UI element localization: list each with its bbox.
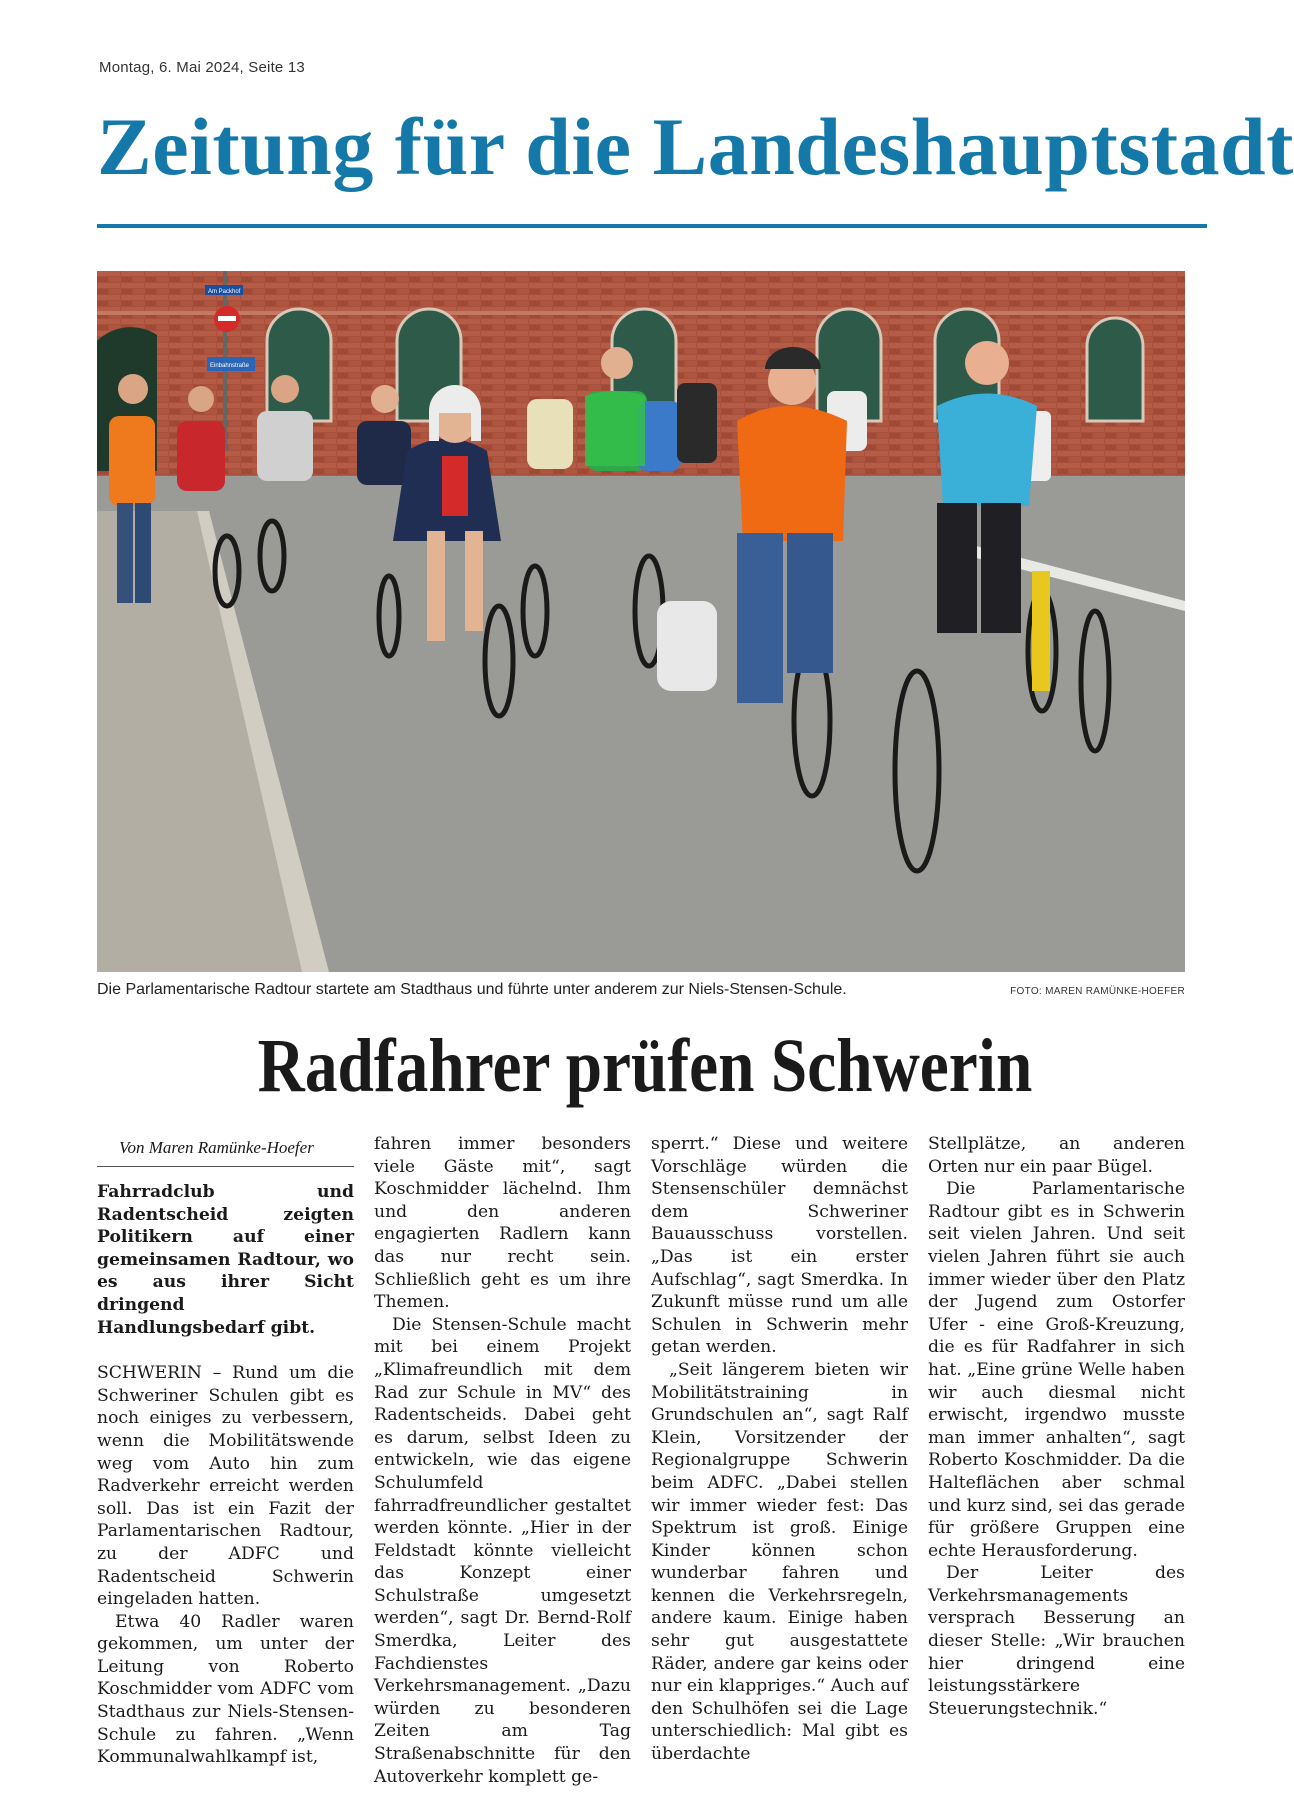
article-column-3 xyxy=(651,1133,908,1773)
article-column-4 xyxy=(928,1133,1185,1773)
article-column-1 xyxy=(97,1133,354,1773)
article-headline: Radfahrer prüfen Schwerin xyxy=(257,1024,1033,1108)
oneway-sign: Einbahnstraße xyxy=(210,363,250,369)
byline: Von Maren Ramünke-Hoefer xyxy=(97,1133,354,1167)
paragraph: SCHWERIN – Rund um die Schweriner Schulen gibt es noch einiges zu verbessern, wenn die Mobilitätswende weg vom Auto hin zum Radverkehr erreicht werden soll. Das ist ein Fazit der Parlamentarischen Radtour, zu der ADFC und Radentscheid Schwerin eingeladen hatten. xyxy=(97,1363,354,1610)
article-column-2 xyxy=(374,1133,631,1787)
article-photo xyxy=(97,271,1185,972)
article-body xyxy=(97,1133,1187,1787)
photo-caption: Die Parlamentarische Radtour startete am Stadthaus und führte unter anderem zur Niels-Stensen-Schule. xyxy=(97,981,847,998)
paragraph: Etwa 40 Radler waren gekommen, um unter der Leitung von Roberto Koschmidder vom ADFC vom Stadthaus zur Niels-Stensen-Schule zu fahren. „Wenn Kommunalwahlkampf ist, xyxy=(97,1611,354,1768)
paragraph: Die Stensen-Schule macht mit bei einem Projekt „Klimafreundlich mit dem Rad zur Schule in MV“ des Radentscheids. Dabei geht es darum, selbst Ideen zu entwickeln, wie das eigene Schulumfeld fahrradfreundlicher gestaltet werden könnte. „Hier in der Feldstadt könnte vielleicht das Konzept einer Schulstraße umgesetzt werden“, sagt Dr. Bernd-Rolf Smerdka, Leiter des Fachdienstes Verkehrsmanagement. „Dazu würden zu besonderen Zeiten am Tag Straßenabschnitte für den Autoverkehr komplett ge- xyxy=(374,1314,631,1787)
photo-credit: FOTO: MAREN RAMÜNKE-HOEFER xyxy=(1010,986,1185,997)
article-lead: Fahrradclub und Radentscheid zeigten Politikern auf einer gemeinsamen Radtour, wo es aus ihrer Sicht dringend Handlungsbedarf gibt. xyxy=(97,1182,354,1338)
masthead-title: Zeitung für die Landeshauptstadt xyxy=(97,101,1294,192)
dateline: Montag, 6. Mai 2024, Seite 13 xyxy=(99,59,305,76)
paragraph: fahren immer besonders viele Gäste mit“, sagt Koschmidder lächelnd. Ihm und den anderen engagierten Radlern kann das nur recht sein. Schließlich geht es um ihre Themen. xyxy=(374,1134,631,1313)
masthead-rule xyxy=(97,224,1207,228)
paragraph: sperrt.“ Diese und weitere Vorschläge würden die Stensenschüler demnächst dem Schweriner Bauausschuss vorstellen. „Das ist ein erster Aufschlag“, sagt Smerdka. In Zukunft müsse rund um alle Schulen in Schwerin mehr getan werden. xyxy=(651,1134,908,1358)
paragraph: Stellplätze, an anderen Orten nur ein paar Bügel. xyxy=(928,1134,1185,1177)
paragraph: „Seit längerem bieten wir Mobilitätstraining in Grundschulen an“, sagt Ralf Klein, Vorsitzender der Regionalgruppe Schwerin beim ADFC. „Dabei stellen wir immer wieder fest: Das Spektrum ist groß. Einige Kinder können schon wunderbar fahren und kennen die Verkehrsregeln, andere kaum. Einige haben sehr gut ausgestattete Räder, andere gar keins oder nur ein klappriges.“ Auch auf den Schulhöfen sei die Lage unterschiedlich: Mal gibt es überdachte xyxy=(651,1359,908,1765)
street-sign: Am Packhof xyxy=(208,289,241,295)
paragraph: Die Parlamentarische Radtour gibt es in Schwerin seit vielen Jahren. Und seit vielen Jahren führt sie auch immer wieder über den Platz der Jugend zum Ostorfer Ufer - eine Groß-Kreuzung, die es für Radfahrer in sich hat. „Eine grüne Welle haben wir auch diesmal nicht erwischt, irgendwo musste man immer anhalten“, sagt Roberto Koschmidder. Da die Halteflächen aber schmal und kurz sind, sei das gerade für größere Gruppen eine echte Herausforderung. xyxy=(928,1179,1185,1561)
paragraph: Der Leiter des Verkehrsmanagements versprach Besserung an dieser Stelle: „Wir brauchen hier dringend eine leistungsstärkere Steuerungstechnik.“ xyxy=(928,1563,1185,1719)
